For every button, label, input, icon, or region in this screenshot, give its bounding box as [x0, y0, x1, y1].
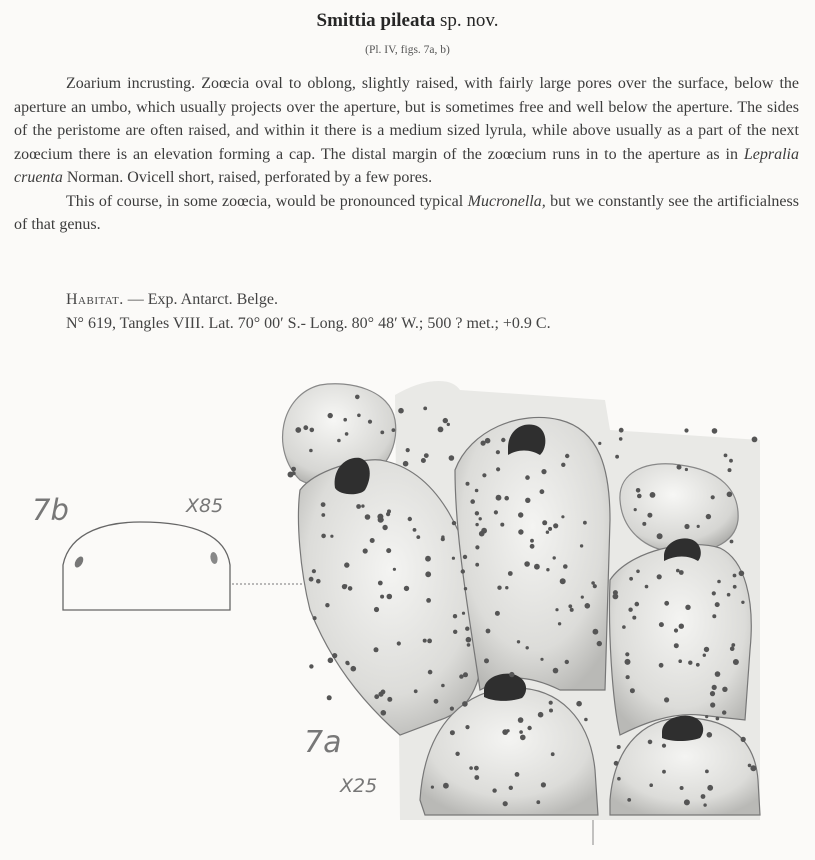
pore	[450, 707, 454, 711]
pore	[536, 800, 540, 804]
pore	[715, 671, 721, 677]
pore	[741, 737, 746, 742]
pore	[414, 689, 418, 693]
text-run: but we constantly see the artificialness of that genus.	[14, 192, 799, 233]
species-name: Smittia pileata	[316, 10, 436, 31]
pore	[309, 577, 314, 582]
pore	[560, 578, 566, 584]
pore	[330, 535, 333, 538]
pore	[475, 489, 479, 493]
pore	[398, 408, 404, 414]
pore	[546, 568, 549, 571]
pore	[685, 605, 690, 610]
pore	[386, 548, 391, 553]
pore	[710, 691, 715, 696]
pore	[492, 788, 496, 792]
pore	[292, 472, 296, 476]
pore	[479, 517, 482, 520]
pore	[452, 521, 456, 525]
pore	[551, 752, 555, 756]
pore	[500, 523, 504, 527]
pore	[312, 569, 316, 573]
pore	[727, 593, 731, 597]
pore	[505, 586, 508, 589]
pore	[584, 718, 588, 722]
pore	[688, 661, 692, 665]
habitat-label: Habitat.	[66, 291, 124, 308]
pore	[459, 674, 463, 678]
pore	[546, 531, 549, 534]
pore	[475, 563, 479, 567]
pore	[368, 420, 372, 424]
pore	[519, 730, 523, 734]
pore	[727, 492, 733, 498]
pore	[629, 577, 633, 581]
fig-7a-label: 7a	[304, 725, 342, 760]
pore	[474, 775, 479, 780]
pore	[482, 473, 486, 477]
pore	[425, 556, 431, 562]
pore	[703, 654, 706, 657]
pore	[679, 570, 684, 575]
pore	[716, 717, 720, 721]
pore	[378, 581, 383, 586]
pore	[374, 647, 379, 652]
pore	[724, 454, 728, 458]
pore	[463, 672, 468, 677]
fig-7b-outline	[63, 522, 305, 610]
pore	[649, 783, 653, 787]
pore	[712, 614, 716, 618]
pore	[704, 647, 709, 652]
pore	[469, 766, 473, 770]
pore	[377, 514, 383, 520]
pore	[357, 414, 361, 418]
pore	[517, 640, 520, 643]
pore	[553, 556, 556, 559]
pore	[462, 701, 468, 707]
pore	[387, 594, 393, 600]
pore	[538, 712, 544, 718]
pore	[622, 625, 626, 629]
pore	[541, 469, 546, 474]
pore	[748, 764, 752, 768]
species-citation: Lepralia cruenta	[14, 145, 799, 186]
pore	[303, 425, 308, 430]
pore	[555, 608, 558, 611]
pore	[520, 735, 526, 741]
text-run: This of course, in some zoœcia, would be pronounced typical	[66, 192, 468, 210]
pore	[356, 504, 361, 509]
pore	[657, 533, 663, 539]
pore	[563, 564, 568, 569]
pore	[685, 468, 688, 471]
pore	[677, 465, 682, 470]
pore	[397, 641, 401, 645]
pore	[728, 468, 732, 472]
pore	[374, 694, 379, 699]
pore	[525, 475, 530, 480]
pore	[404, 586, 409, 591]
pore	[684, 428, 688, 432]
pore	[462, 612, 465, 615]
pore	[730, 646, 735, 651]
habitat-value: — Exp. Antarct. Belge.	[123, 291, 278, 308]
pore	[309, 664, 313, 668]
pore	[518, 512, 523, 517]
pore	[466, 482, 470, 486]
text-run: Zoarium incrusting. Zoœcia oval to oblong, slightly raised, with fairly large pores over the surface, below the aperture an umbo, which usually projects over the aperture, but is sometimes free and well below the aperture. The sides of the peristome are often raised, and within it there is a medium sized lyrula, while above usually as a part of the next zoœcium there is an elevation forming a cap. The distal margin of the zoœcium runs in to the aperture as in	[14, 75, 799, 163]
pore	[327, 695, 332, 700]
pore	[534, 564, 540, 570]
pore	[697, 525, 700, 528]
pore	[393, 568, 396, 571]
pore	[475, 545, 479, 549]
pore	[549, 701, 553, 705]
pore	[509, 672, 514, 677]
pore	[503, 801, 508, 806]
pore	[424, 453, 429, 458]
pore	[481, 528, 487, 534]
pore	[553, 668, 559, 674]
pore	[626, 675, 630, 679]
pore	[470, 499, 475, 504]
pore	[321, 513, 325, 517]
pore	[515, 772, 520, 777]
pore	[635, 602, 640, 607]
pore	[508, 571, 513, 576]
pore	[706, 514, 711, 519]
pore	[474, 766, 479, 771]
pore	[321, 502, 326, 507]
pore	[585, 603, 591, 609]
pore	[325, 603, 329, 607]
pore	[558, 622, 561, 625]
pore	[617, 745, 621, 749]
pore	[540, 658, 543, 661]
pore	[506, 729, 509, 732]
pore	[461, 569, 465, 573]
pore	[565, 660, 569, 664]
pore	[561, 515, 564, 518]
pore	[509, 786, 513, 790]
pore	[486, 629, 491, 634]
pore	[617, 777, 621, 781]
pore	[542, 520, 547, 525]
pore	[403, 461, 409, 467]
pore	[380, 431, 384, 435]
pore	[625, 659, 631, 665]
pore	[316, 579, 321, 584]
pore	[548, 527, 552, 531]
pore	[703, 803, 706, 806]
pore	[680, 786, 684, 790]
pore	[464, 587, 467, 590]
pore	[501, 438, 505, 442]
pore	[705, 770, 709, 774]
pore	[712, 591, 716, 595]
pore	[642, 522, 646, 526]
pore	[438, 427, 444, 433]
pore	[328, 413, 333, 418]
pore	[365, 514, 371, 520]
pore	[527, 726, 531, 730]
pore	[453, 614, 457, 618]
pore	[452, 557, 455, 560]
genus-citation: Mucronella,	[467, 192, 546, 210]
pore	[676, 569, 680, 573]
pore	[441, 537, 445, 541]
pore	[705, 715, 708, 718]
pore	[636, 488, 641, 493]
pore	[568, 604, 572, 608]
pore	[348, 586, 353, 591]
pore	[443, 783, 449, 789]
pore	[619, 428, 624, 433]
pore	[337, 439, 341, 443]
pore	[679, 624, 684, 629]
pore	[291, 467, 296, 472]
pore	[525, 498, 530, 503]
pore	[570, 608, 574, 612]
pore	[717, 580, 721, 584]
pore	[650, 492, 656, 498]
pore	[674, 628, 678, 632]
pore	[730, 540, 734, 544]
pore	[627, 798, 631, 802]
pore	[598, 442, 601, 445]
pore	[408, 517, 412, 521]
pore	[648, 740, 653, 745]
pore	[494, 510, 498, 514]
pore	[345, 432, 349, 436]
pore	[541, 782, 546, 787]
paragraph-remark	[14, 190, 799, 237]
pore	[597, 641, 602, 646]
pore	[475, 511, 479, 515]
pore	[361, 504, 364, 507]
pore	[613, 594, 619, 600]
fig-7a-magnification: X25	[340, 775, 378, 797]
pore	[632, 616, 636, 620]
pore	[701, 794, 706, 799]
pore	[645, 585, 649, 589]
pore	[496, 467, 500, 471]
pore	[733, 585, 737, 589]
pore	[518, 717, 524, 723]
pore	[662, 744, 666, 748]
pore	[421, 458, 426, 463]
pore	[484, 658, 489, 663]
pore	[374, 607, 379, 612]
pore	[540, 489, 545, 494]
pore	[712, 685, 717, 690]
pore	[423, 639, 427, 643]
pore	[657, 574, 662, 579]
pore	[722, 687, 727, 692]
fig-7b-magnification: X85	[186, 495, 224, 517]
pore	[447, 423, 450, 426]
pore	[739, 571, 745, 577]
pore	[495, 611, 500, 616]
pore	[553, 523, 558, 528]
pore	[518, 529, 523, 534]
pore	[427, 639, 432, 644]
pore	[674, 643, 679, 648]
pore	[581, 596, 584, 599]
pore	[423, 407, 427, 411]
pore	[345, 661, 349, 665]
pore	[504, 496, 509, 501]
pore	[715, 602, 720, 607]
pore	[733, 574, 737, 578]
pore	[449, 455, 455, 461]
pore	[580, 544, 583, 547]
pore	[530, 544, 535, 549]
pore	[733, 659, 739, 665]
pore	[450, 730, 455, 735]
plate-reference: (Pl. IV, figs. 7a, b)	[365, 44, 450, 56]
pore	[355, 395, 360, 400]
pore	[659, 622, 664, 627]
pore	[634, 508, 637, 511]
pore	[426, 598, 431, 603]
pore	[647, 513, 652, 518]
pore	[343, 418, 347, 422]
fig-7b-label: 7b	[32, 493, 69, 527]
pore	[750, 765, 756, 771]
pore	[593, 629, 599, 635]
pore	[328, 658, 334, 664]
pore	[295, 427, 301, 433]
pore	[662, 770, 666, 774]
pore	[530, 539, 534, 543]
pore	[481, 441, 486, 446]
pore	[712, 428, 718, 434]
pore	[628, 608, 632, 612]
pore	[664, 697, 669, 702]
pore	[678, 659, 682, 663]
pore	[310, 428, 315, 433]
pore	[752, 437, 758, 443]
pore	[615, 455, 619, 459]
pore	[561, 463, 565, 467]
pore	[614, 761, 619, 766]
pore	[370, 538, 375, 543]
text-run: Norman. Ovicell short, raised, perforated by a few pores.	[62, 169, 433, 186]
habitat-line	[66, 291, 278, 309]
pore	[722, 710, 726, 714]
pore	[313, 616, 317, 620]
pore	[707, 785, 713, 791]
pore	[684, 799, 690, 805]
pore	[549, 709, 553, 713]
pore	[425, 571, 431, 577]
pore	[467, 643, 471, 647]
paragraph-description	[14, 72, 799, 190]
pore	[465, 725, 469, 729]
pore	[475, 523, 478, 526]
pore	[496, 450, 500, 454]
pore	[382, 525, 387, 530]
pore	[711, 495, 715, 499]
pore	[380, 595, 384, 599]
pore	[496, 495, 502, 501]
pore	[309, 449, 313, 453]
pore	[466, 637, 472, 643]
pore	[524, 561, 530, 567]
pore	[363, 548, 368, 553]
pore	[696, 663, 700, 667]
pore	[576, 701, 582, 707]
pore	[321, 534, 326, 539]
pore	[434, 699, 439, 704]
pore	[664, 601, 669, 606]
pore	[729, 459, 733, 463]
description	[14, 72, 799, 237]
pore	[465, 627, 469, 631]
pore	[344, 562, 349, 567]
pore	[378, 692, 383, 697]
pore	[344, 584, 347, 587]
pore	[731, 643, 735, 647]
pore	[619, 437, 623, 441]
pore	[659, 663, 664, 668]
pore	[565, 454, 569, 458]
plate-figure	[0, 360, 815, 860]
pore	[630, 688, 635, 693]
pore	[392, 428, 396, 432]
pore	[386, 512, 390, 516]
pore	[707, 732, 713, 738]
pore	[431, 786, 434, 789]
pore	[625, 652, 629, 656]
pore	[710, 702, 715, 707]
pore	[387, 697, 392, 702]
pore	[591, 581, 595, 585]
pore	[497, 586, 501, 590]
pore	[441, 684, 445, 688]
pore	[455, 752, 459, 756]
pore	[413, 528, 417, 532]
pore	[463, 555, 467, 559]
taxon-status: sp. nov.	[440, 10, 499, 31]
pore	[443, 418, 448, 423]
pore	[684, 524, 689, 529]
pore	[636, 570, 640, 574]
pore	[526, 646, 529, 649]
pore	[428, 670, 433, 675]
pore	[351, 666, 357, 672]
pore	[381, 710, 387, 716]
species-title	[0, 10, 815, 32]
pore	[637, 494, 642, 499]
pore	[416, 535, 420, 539]
pore	[406, 448, 410, 452]
pore	[741, 601, 744, 604]
pore	[453, 630, 457, 634]
station-line: N° 619, Tangles VIII. Lat. 70° 00′ S.- Long. 80° 48′ W.; 500 ? met.; +0.9 C.	[66, 315, 551, 332]
pore	[332, 653, 337, 658]
pore	[583, 521, 587, 525]
